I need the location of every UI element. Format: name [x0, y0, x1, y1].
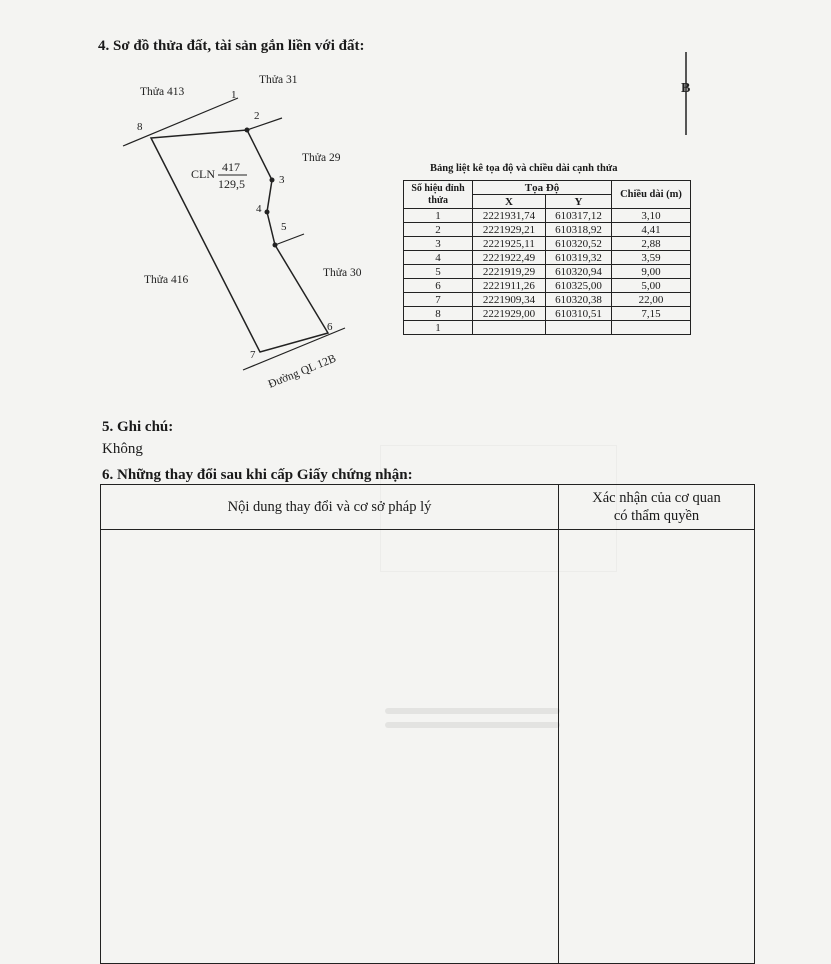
table-row: [404, 307, 691, 321]
table-row: [404, 251, 691, 265]
cell-y: 610317,12: [545, 209, 611, 223]
coords-table-title: Bảng liệt kê tọa độ và chiều dài cạnh thửa: [430, 163, 618, 174]
cell-y: 610320,94: [545, 265, 611, 279]
section5-title: 5. Ghi chú:: [102, 419, 174, 435]
cell-length: 9,00: [612, 265, 691, 279]
cell-point: 3: [404, 237, 473, 251]
vertex-label-1: 1: [231, 89, 237, 101]
cell-point: 1: [404, 209, 473, 223]
cell-length: 3,10: [612, 209, 691, 223]
table-row: [404, 237, 691, 251]
parcel-land-type: CLN: [191, 167, 215, 181]
parcel-number: 417: [222, 160, 240, 174]
cell-x: 2221911,26: [473, 279, 546, 293]
vertex-label-3: 3: [279, 174, 285, 186]
coords-table: [403, 180, 691, 335]
cell-x: 2221925,11: [473, 237, 546, 251]
header-x: X: [473, 195, 546, 209]
cell-point: 8: [404, 307, 473, 321]
vertex-dot: [273, 243, 278, 248]
cell-point: 1: [404, 321, 473, 335]
section5-content: Không: [102, 441, 143, 457]
confirmation-line1: Xác nhận của cơ quan: [592, 490, 721, 506]
road-label: Đường QL 12B: [266, 352, 338, 391]
cell-x: 2221931,74: [473, 209, 546, 223]
section4-title: 4. Sơ đồ thửa đất, tài sản gắn liền với đất:: [98, 38, 365, 54]
north-label: B: [681, 81, 691, 96]
header-y: Y: [545, 195, 611, 209]
cell-x: 2221922,49: [473, 251, 546, 265]
vertex-label-2: 2: [254, 110, 260, 122]
vertex-dot: [245, 128, 250, 133]
cell-x: 2221909,34: [473, 293, 546, 307]
cell-length: [612, 321, 691, 335]
table-row: [404, 265, 691, 279]
vertex-label-6: 6: [327, 321, 333, 333]
cell-length: 3,59: [612, 251, 691, 265]
neighbor-thua-31: Thửa 31: [259, 74, 298, 86]
changes-table: [100, 484, 755, 964]
cell-length: 5,00: [612, 279, 691, 293]
cell-y: 610325,00: [545, 279, 611, 293]
header-point: Số hiệu đỉnh thửa: [404, 181, 473, 209]
confirmation-line2: có thẩm quyền: [613, 508, 700, 524]
changes-header-confirmation: [559, 485, 755, 530]
cell-y: 610320,52: [545, 237, 611, 251]
cell-x: 2221929,00: [473, 307, 546, 321]
cell-y: 610310,51: [545, 307, 611, 321]
cell-x: 2221919,29: [473, 265, 546, 279]
cell-y: 610319,32: [545, 251, 611, 265]
vertex-label-4: 4: [256, 203, 262, 215]
neighbor-thua-30: Thửa 30: [323, 267, 362, 279]
cell-point: 2: [404, 223, 473, 237]
cell-length: 22,00: [612, 293, 691, 307]
cell-y: 610320,38: [545, 293, 611, 307]
cell-length: 4,41: [612, 223, 691, 237]
cell-point: 7: [404, 293, 473, 307]
boundary-line: [275, 234, 304, 245]
cell-x: 2221929,21: [473, 223, 546, 237]
header-coord: Tọa Độ: [473, 181, 612, 195]
cell-x: [473, 321, 546, 335]
vertex-dot: [270, 178, 275, 183]
cell-length: 2,88: [612, 237, 691, 251]
cell-point: 4: [404, 251, 473, 265]
vertex-label-7: 7: [250, 349, 256, 361]
table-row: [404, 209, 691, 223]
vertex-label-5: 5: [281, 221, 287, 233]
cell-point: 5: [404, 265, 473, 279]
cell-point: 6: [404, 279, 473, 293]
parcel-area: 129,5: [218, 177, 245, 191]
vertex-dot: [265, 210, 270, 215]
table-row: [404, 293, 691, 307]
table-row: [404, 279, 691, 293]
header-length: Chiều dài (m): [612, 181, 691, 209]
section6-title: 6. Những thay đổi sau khi cấp Giấy chứng nhận:: [102, 467, 413, 483]
cell-length: 7,15: [612, 307, 691, 321]
table-row: [404, 223, 691, 237]
neighbor-thua-29: Thửa 29: [302, 152, 341, 164]
changes-header-content: Nội dung thay đổi và cơ sở pháp lý: [101, 485, 559, 530]
table-row: [404, 321, 691, 335]
changes-body-content: [101, 530, 559, 964]
changes-body-confirmation: [559, 530, 755, 964]
neighbor-thua-416: Thửa 416: [144, 274, 189, 286]
boundary-line: [247, 118, 282, 130]
cell-y: [545, 321, 611, 335]
neighbor-thua-413: Thửa 413: [140, 86, 185, 98]
cell-y: 610318,92: [545, 223, 611, 237]
vertex-label-8: 8: [137, 121, 143, 133]
